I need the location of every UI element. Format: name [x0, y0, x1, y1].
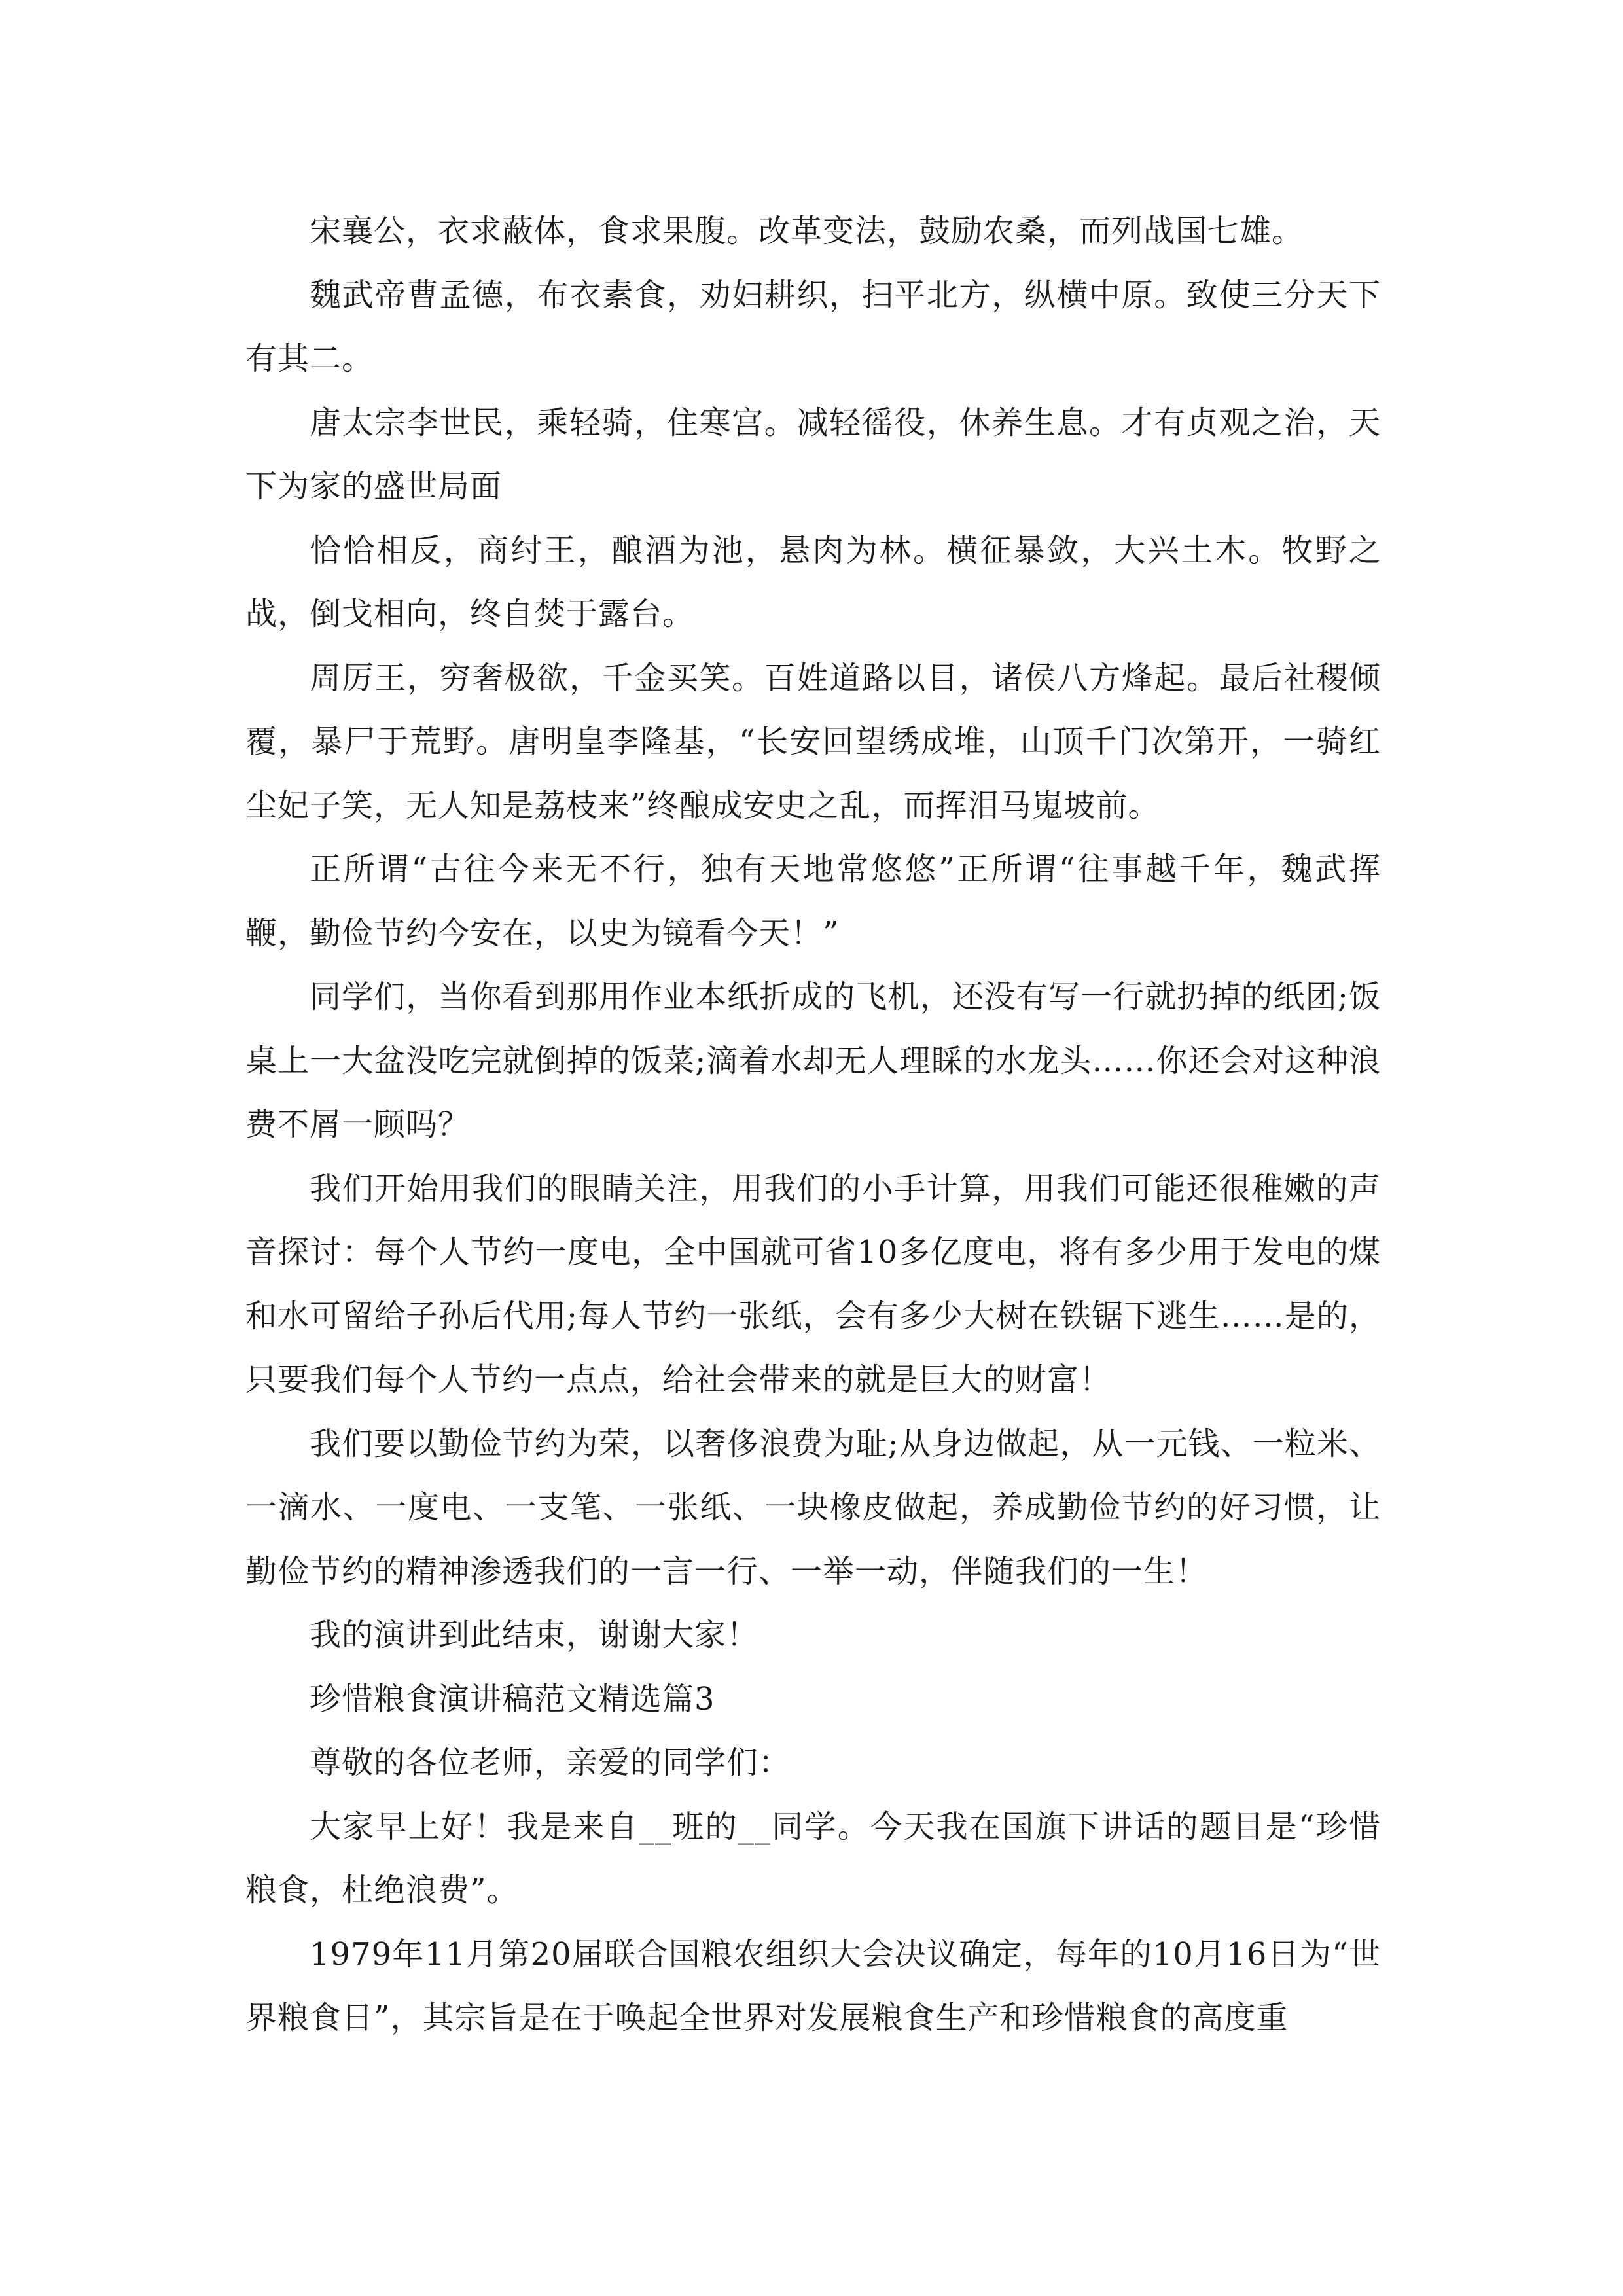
section-heading: 珍惜粮食演讲稿范文精选篇3	[310, 1680, 715, 1717]
salutation: 尊敬的各位老师，亲爱的同学们：	[310, 1744, 791, 1781]
paragraph: 宋襄公，衣求蔽体，食求果腹。改革变法，鼓励农桑，而列战国七雄。	[310, 213, 1304, 249]
paragraph: 唐太宗李世民，乘轻骑，住寒宫。减轻徭役，休养生息。才有贞观之治，天下为家的盛世局面	[245, 404, 1381, 505]
document-body	[245, 200, 1381, 2051]
paragraph: 1979年11月第20届联合国粮农组织大会决议确定，每年的10月16日为“世界粮食日”，其宗旨是在于唤起全世界对发展粮食生产和珍惜粮食的高度重	[245, 1935, 1381, 2036]
paragraph: 同学们，当你看到那用作业本纸折成的飞机，还没有写一行就扔掉的纸团;饭桌上一大盆没吃完就倒掉的饭菜;滴着水却无人理睬的水龙头……你还会对这种浪费不屑一顾吗？	[245, 978, 1381, 1143]
paragraph: 魏武帝曹孟德，布衣素食，劝妇耕织，扫平北方，纵横中原。致使三分天下有其二。	[245, 276, 1381, 377]
paragraph: 恰恰相反，商纣王，酿酒为池，悬肉为林。横征暴敛，大兴土木。牧野之战，倒戈相向，终自焚于露台。	[245, 531, 1381, 632]
paragraph: 我的演讲到此结束，谢谢大家！	[310, 1617, 759, 1653]
paragraph: 我们开始用我们的眼睛关注，用我们的小手计算，用我们可能还很稚嫩的声音探讨：每个人节约一度电，全中国就可省10多亿度电，将有多少用于发电的煤和水可留给子孙后代用;每人节约一张纸，会有多少大树在铁锯下逃生……是的，只要我们每个人节约一点点，给社会带来的就是巨大的财富！	[245, 1170, 1381, 1398]
paragraph: 正所谓“古往今来无不行，独有天地常悠悠”正所谓“往事越千年，魏武挥鞭，勤俭节约今安在，以史为镜看今天！”	[245, 851, 1381, 952]
paragraph: 大家早上好！我是来自__班的__同学。今天我在国旗下讲话的题目是“珍惜粮食，杜绝浪费”。	[245, 1808, 1381, 1909]
paragraph: 我们要以勤俭节约为荣，以奢侈浪费为耻;从身边做起，从一元钱、一粒米、一滴水、一度电、一支笔、一张纸、一块橡皮做起，养成勤俭节约的好习惯，让勤俭节约的精神渗透我们的一言一行、一举一动，伴随我们的一生！	[245, 1425, 1381, 1590]
paragraph: 周厉王，穷奢极欲，千金买笑。百姓道路以目，诸侯八方烽起。最后社稷倾覆，暴尸于荒野。唐明皇李隆基，“长安回望绣成堆，山顶千门次第开，一骑红尘妃子笑，无人知是荔枝来”终酿成安史之乱，而挥泪马嵬坡前。	[245, 659, 1381, 824]
